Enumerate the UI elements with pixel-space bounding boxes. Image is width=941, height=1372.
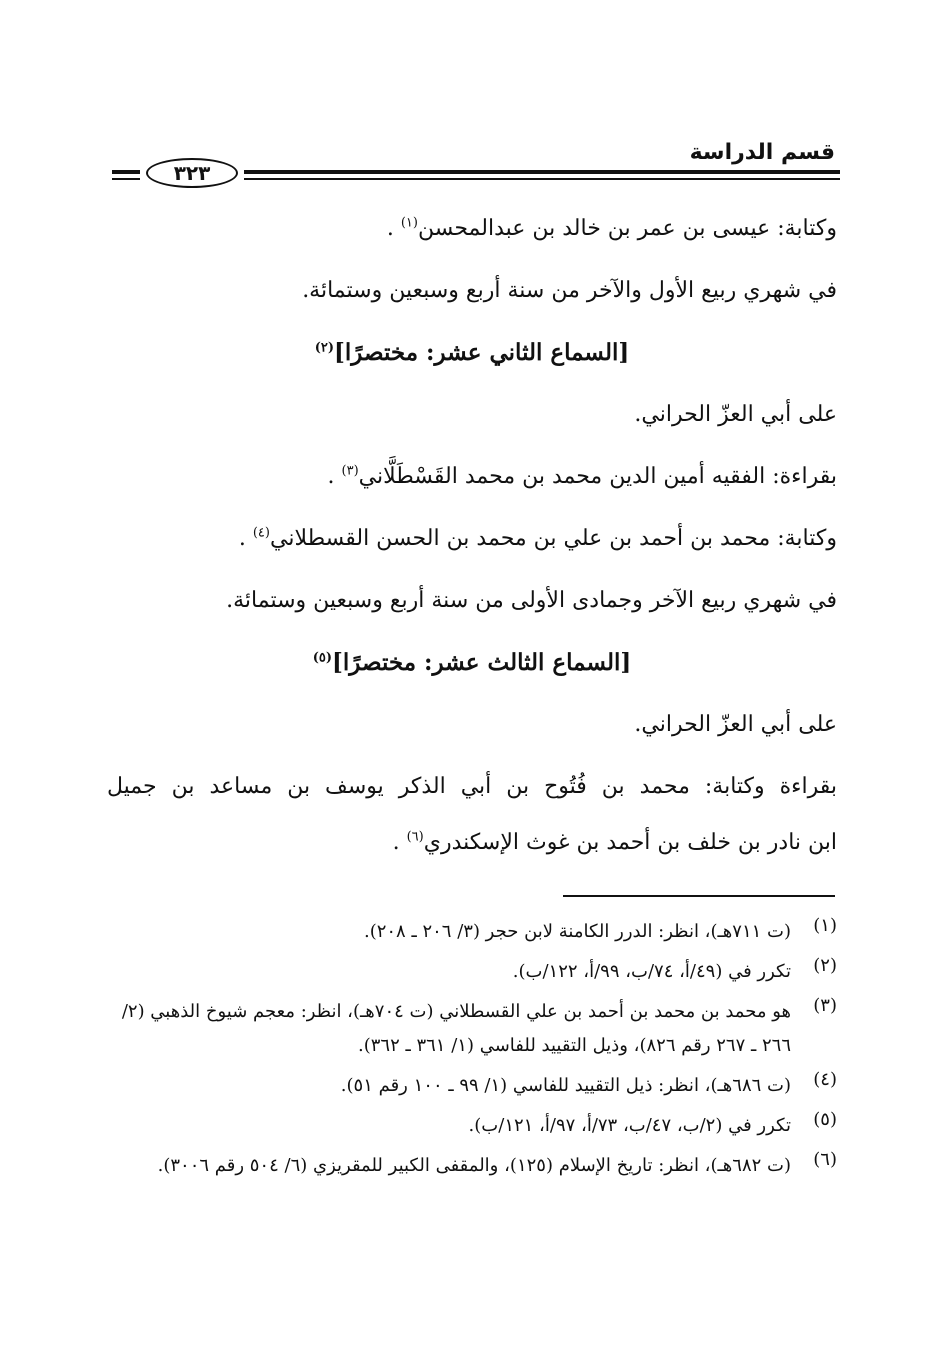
footnote-number: (٣) (813, 995, 837, 1016)
footnote-ref[interactable]: (٤) (252, 525, 270, 541)
footnote (107, 1069, 837, 1103)
text-line: وكتابة: عيسى بن عمر بن خالد بن عبدالمحسن$^{(١)}$ . (386, 215, 837, 241)
rule-segment (112, 178, 140, 180)
rule-segment (112, 170, 140, 174)
text-line: على أبي العزّ الحراني. (634, 402, 837, 427)
footnote (107, 915, 837, 949)
main-text (107, 205, 837, 881)
footnote-ref[interactable]: (١) (400, 215, 418, 231)
footnote-divider (563, 895, 835, 897)
section-heading: [السماع الثالث عشر: مختصرًا]$^{(٥)}$ (312, 649, 632, 676)
footnote-text: (ت ٦٨٢هـ)، انظر: تاريخ الإسلام (١٢٥)، والمقفى الكبير للمقريزي (٦/ ٥٠٤ رقم ٣٠٠٦). (157, 1155, 791, 1176)
footnote-number: (٢) (813, 955, 837, 976)
text-line: بقراءة: الفقيه أمين الدين محمد بن محمد القَسْطَلَّاني$^{(٣)}$ . (327, 463, 837, 489)
footnote-ref[interactable]: (٢) (314, 340, 335, 356)
footnote (107, 955, 837, 989)
footnote-text: تكرر في (٢/ب، ٤٧/ب، ٧٣/أ، ٩٧/أ، ١٢١/ب). (468, 1115, 791, 1136)
footnote-number: (٥) (813, 1109, 837, 1130)
footnote-text: (ت ٧١١هـ)، انظر: الدرر الكامنة لابن حجر (٣/ ٢٠٦ ـ ٢٠٨). (363, 921, 791, 942)
rule-segment (244, 170, 840, 174)
rule-segment (244, 178, 840, 180)
footnote (107, 995, 837, 1063)
section-title: قسم الدراسة (689, 140, 835, 165)
section-heading: [السماع الثاني عشر: مختصرًا]$^{(٢)}$ (314, 339, 630, 366)
footnote-ref[interactable]: (٣) (341, 463, 359, 479)
text-line: في شهري ربيع الآخر وجمادى الأولى من سنة أربع وسبعين وستمائة. (226, 588, 837, 613)
text-line: بقراءة وكتابة: محمد بن فُتُوح بن أبي الذكر يوسف بن مساعد بن جميل (107, 774, 837, 799)
header-rule (112, 158, 840, 188)
footnote-ref[interactable]: (٥) (312, 650, 333, 666)
footnote-number: (١) (813, 915, 837, 936)
footnote-ref[interactable]: (٦) (406, 829, 424, 845)
footnote-text: تكرر في (٤٩/أ، ٧٤/ب، ٩٩/أ، ١٢٢/ب). (512, 961, 791, 982)
text-line: على أبي العزّ الحراني. (634, 712, 837, 737)
text-line: ابن نادر بن خلف بن أحمد بن غوث الإسكندري$^{(٦)}$ . (392, 829, 837, 855)
page-number: ٣٢٣ (146, 158, 238, 188)
footnote (107, 1109, 837, 1143)
footnote-text: (ت ٦٨٦هـ)، انظر: ذيل التقييد للفاسي (١/ ٩٩ ـ ١٠٠ رقم ٥١). (340, 1075, 791, 1096)
footnote (107, 1149, 837, 1183)
footnote-number: (٤) (813, 1069, 837, 1090)
text-line: وكتابة: محمد بن أحمد بن علي بن محمد بن الحسن القسطلاني$^{(٤)}$ . (238, 525, 837, 551)
footnote-number: (٦) (813, 1149, 837, 1170)
text-line: في شهري ربيع الأول والآخر من سنة أربع وسبعين وستمائة. (302, 278, 837, 303)
footnote-text: هو محمد بن محمد بن أحمد بن علي القسطلاني (ت ٧٠٤هـ)، انظر: معجم شيوخ الذهبي (٢/ ٢٦٦ ـ ٢٦٧ رقم ٨٢٦)، وذيل التقييد للفاسي (١/ ٣٦١ ـ ٣٦٢). (121, 1001, 791, 1056)
footnotes (107, 915, 837, 1189)
